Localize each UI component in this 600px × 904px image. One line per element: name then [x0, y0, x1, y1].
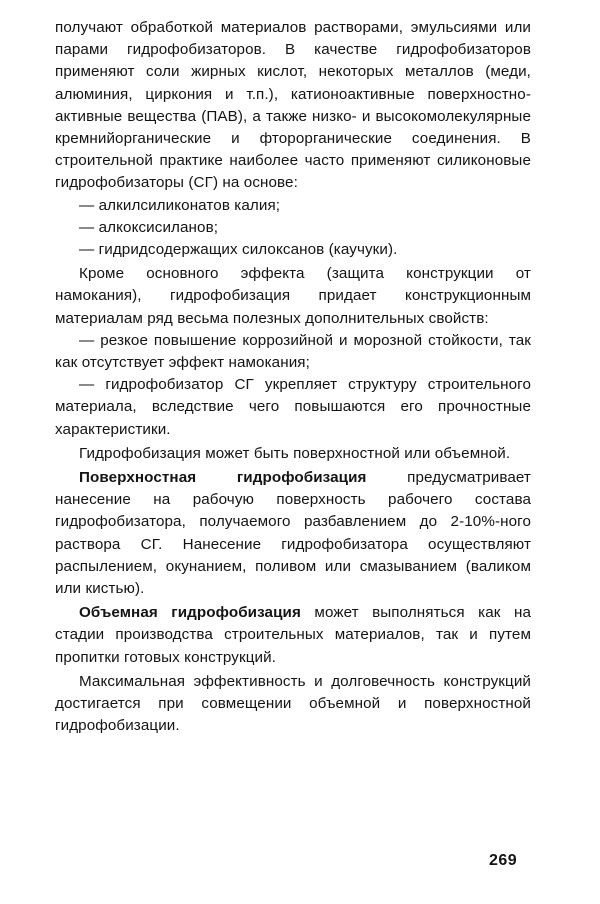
term-surface-hydrophobization: Поверхностная гидрофобизация: [79, 469, 367, 487]
list-item-potassium-alkylsiliconates: — алкилсиликонатов калия;: [79, 196, 281, 214]
paragraph-hydrophobizer-types: получают обработкой материалов растворами, эмульсиями или парами гидрофобизаторов. В качестве гидрофобизаторов применяют соли жирных кислот, некоторых металлов (меди, алюминия, циркония и т.п.), катионоактивные поверхностно-активные вещества (ПАВ), а также низко- и высокомолекулярные кремнийорганические и фторорганические соединения. В строительной практике наиболее часто применяют силиконовые гидрофобизаторы (СГ) на основе:: [55, 19, 531, 192]
list-item-structure-strengthening: — гидрофобизатор СГ укрепляет структуру строительного материала, вследствие чего повышаются его прочностные характеристики.: [55, 376, 531, 438]
paragraph-surface-hydrophobization: [55, 467, 531, 600]
paragraph-maximum-efficiency: Максимальная эффективность и долговечность конструкций достигается при совмещении объемной и поверхностной гидрофобизации.: [55, 672, 531, 735]
term-volume-hydrophobization: Объемная гидрофобизация: [79, 604, 301, 622]
list-item-corrosion-frost-resistance: — резкое повышение коррозийной и морозной стойкости, так как отсутствует эффект намокания;: [55, 331, 531, 372]
volume-hydrophobization-text: может выполняться как на стадии производства строительных материалов, так и путем пропитки готовых конструкций.: [55, 604, 531, 666]
page-number: 269: [489, 852, 518, 869]
list-item-hydride-siloxanes: — гидридсодержащих силоксанов (каучуки).: [79, 241, 398, 259]
paragraph-additional-properties: Кроме основного эффекта (защита конструкции от намокания), гидрофобизация придает конструкционным материалам ряд весьма полезных дополнительных свойств:: [55, 265, 531, 327]
page-body: [55, 17, 531, 738]
paragraph-hydrophobization-kinds: Гидрофобизация может быть поверхностной или объемной.: [79, 444, 511, 462]
surface-hydrophobization-text: предусматривает нанесение на рабочую поверхность рабочего состава гидрофобизатора, получаемого разбавлением до 2-10%-ного раствора СГ. Нанесение гидрофобизатора осуществляют распылением, окунанием, поливом или смазыванием (валиком или кистью).: [55, 469, 531, 598]
list-item-alkoxysilanes: — алкоксисиланов;: [79, 218, 219, 236]
paragraph-volume-hydrophobization: [55, 602, 531, 669]
